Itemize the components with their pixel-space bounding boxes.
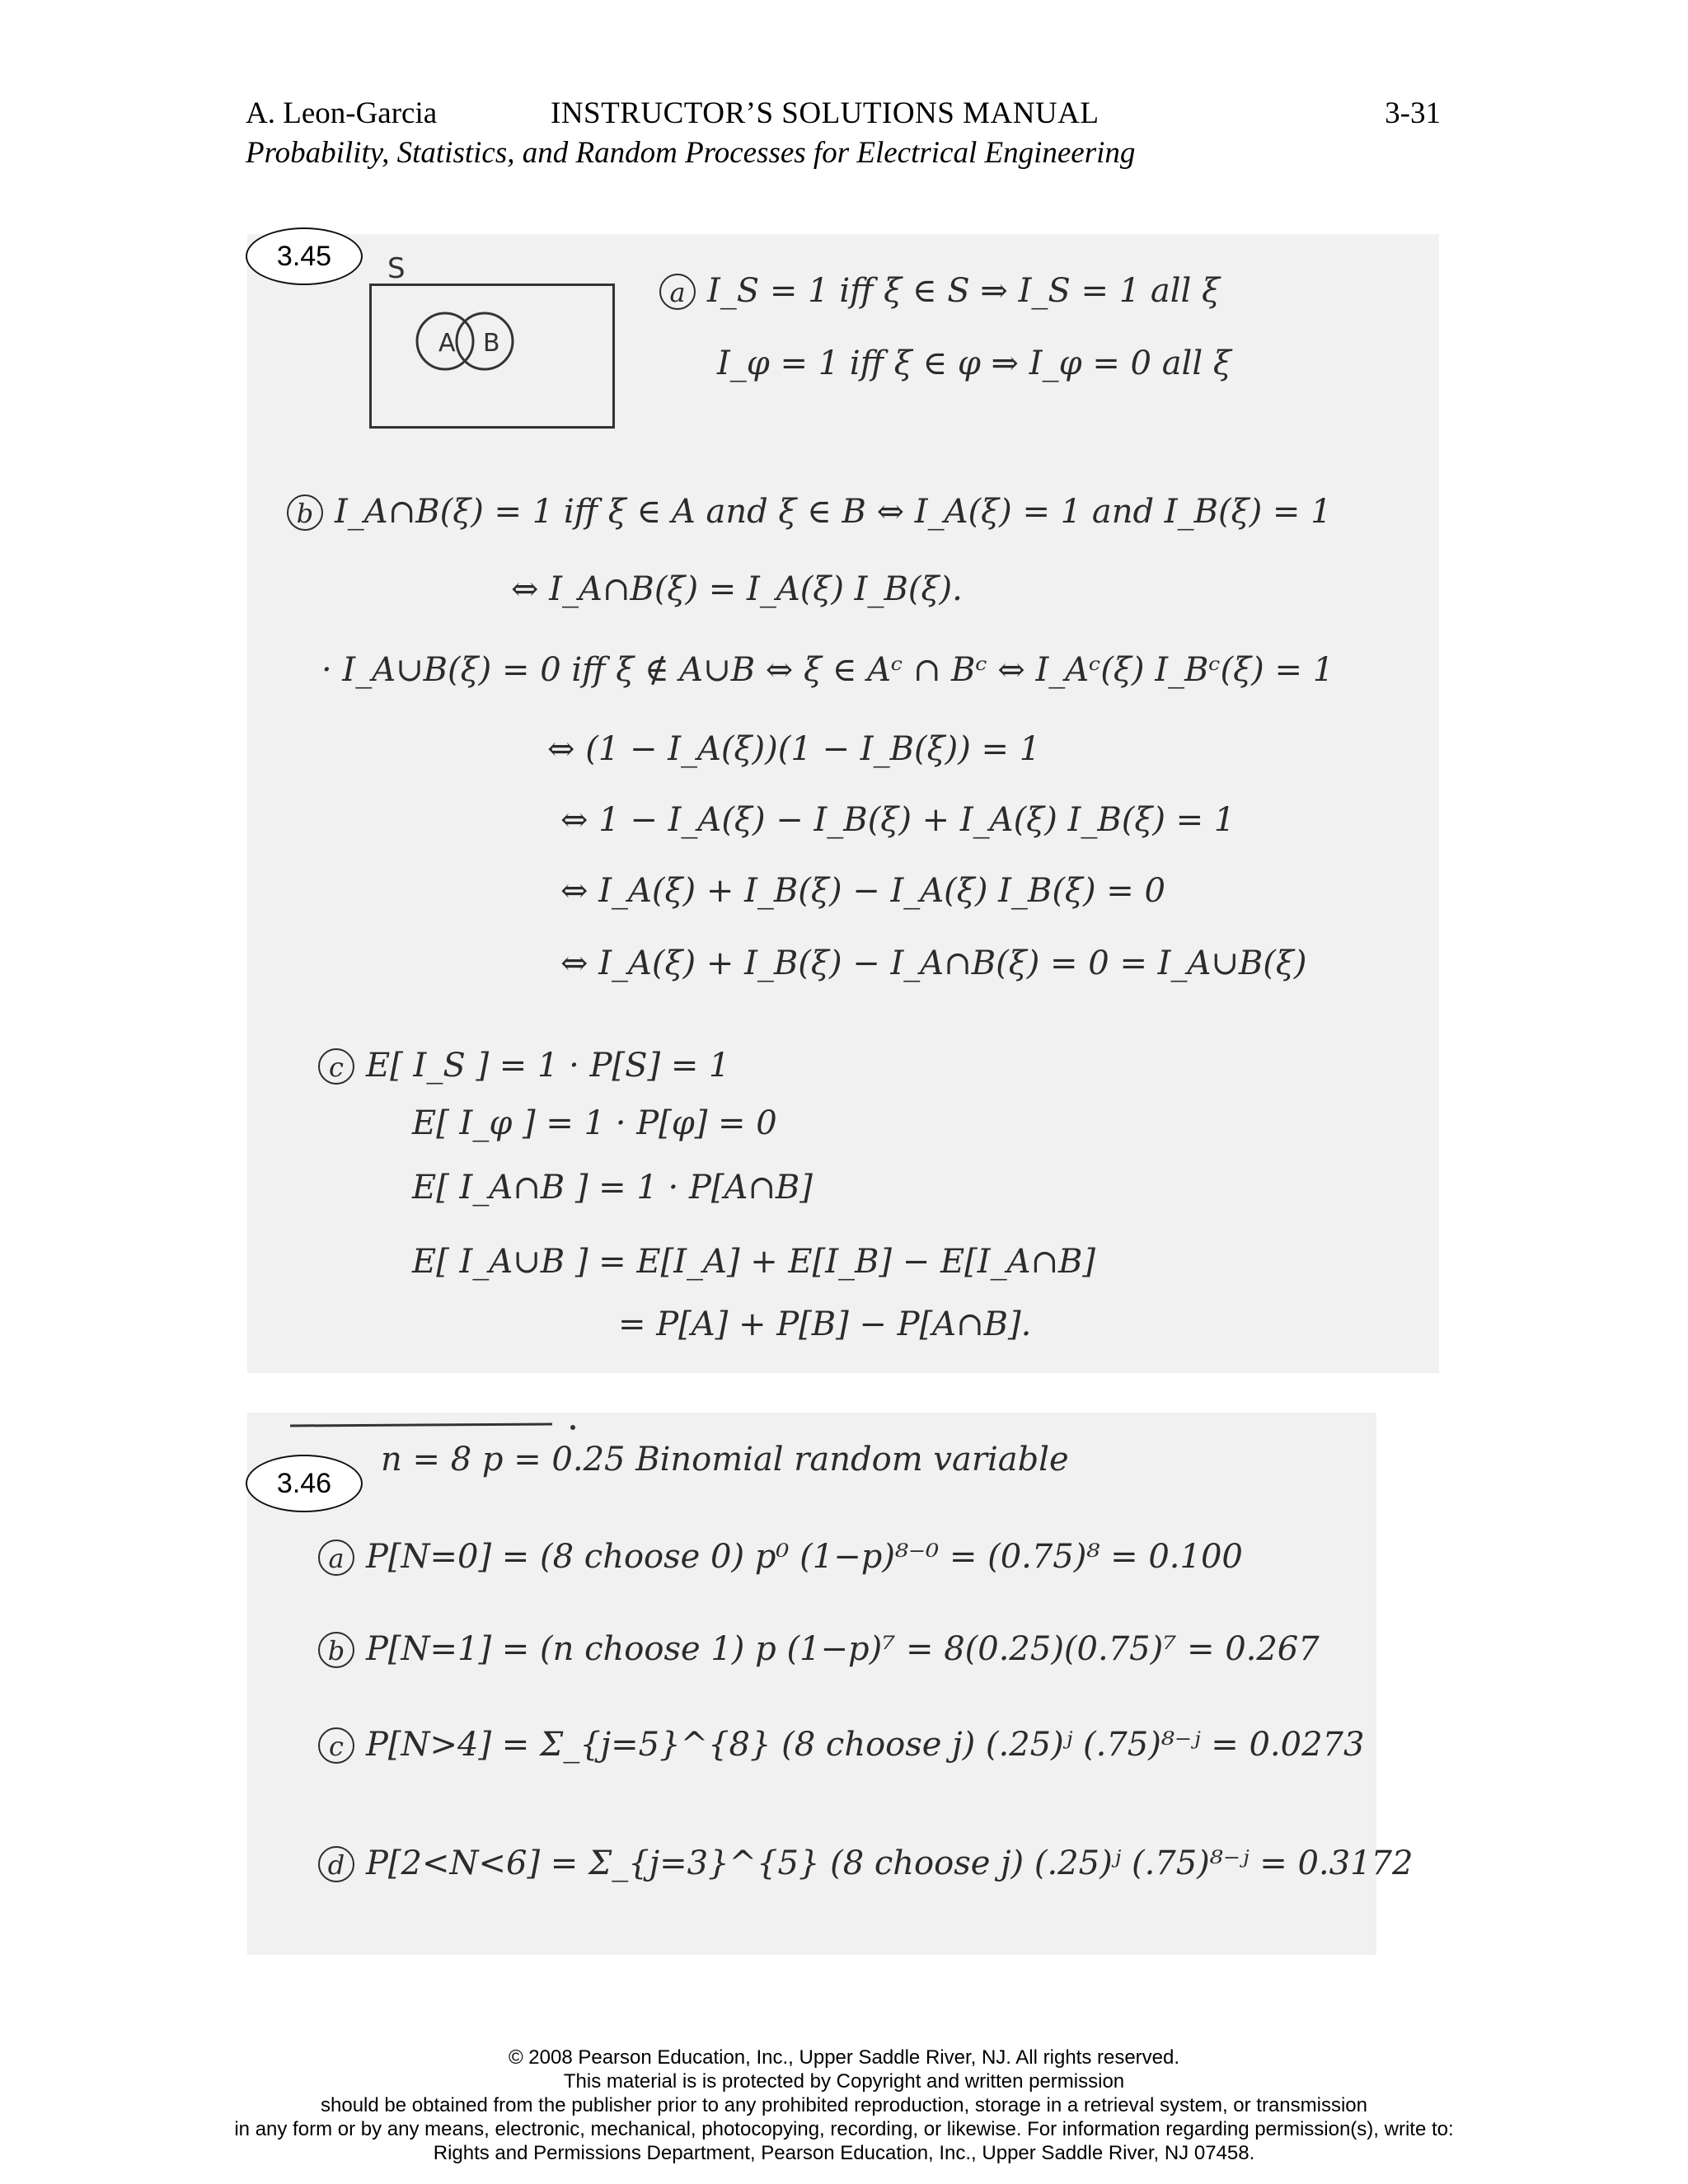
footer-line-4: in any form or by any means, electronic, mechanical, photocopying, recording, or likewise. For information regarding permission(s), write to: xyxy=(234,2118,1454,2140)
part-a-tag: a xyxy=(659,274,696,310)
problem-346-part-a-text: P[N=0] = (8 choose 0) p⁰ (1−p)⁸⁻⁰ = (0.75)⁸ = 0.100 xyxy=(366,1538,1243,1576)
part-a-line-2: I_φ = 1 iff ξ ∈ φ ⇒ I_φ = 0 all ξ xyxy=(717,344,1231,382)
part-b-line-6: ⇔ I_A(ξ) + I_B(ξ) − I_A(ξ) I_B(ξ) = 0 xyxy=(560,872,1165,910)
problem-346-part-b-tag: b xyxy=(318,1632,354,1668)
problem-346-part-d-text: P[2<N<6] = Σ_{j=3}^{5} (8 choose j) (.25)ʲ (.75)⁸⁻ʲ = 0.3172 xyxy=(366,1844,1414,1882)
problem-346-part-a-tag: a xyxy=(318,1540,354,1576)
venn-label-b: B xyxy=(483,329,500,358)
footer-line-1: © 2008 Pearson Education, Inc., Upper Saddle River, NJ. All rights reserved. xyxy=(508,2046,1180,2069)
venn-circles xyxy=(396,308,544,374)
part-b-line-3: · I_A∪B(ξ) = 0 iff ξ ∉ A∪B ⇔ ξ ∈ Aᶜ ∩ Bᶜ ⇔ I_Aᶜ(ξ) I_Bᶜ(ξ) = 1 xyxy=(321,651,1334,689)
problem-346-part-a xyxy=(318,1538,1243,1576)
header-book-title: Probability, Statistics, and Random Processes for Electrical Engineering xyxy=(246,136,1136,170)
copyright-footer xyxy=(0,2046,1688,2165)
part-b-text-1: I_A∩B(ξ) = 1 iff ξ ∈ A and ξ ∈ B ⇔ I_A(ξ) = 1 and I_B(ξ) = 1 xyxy=(335,493,1332,531)
problem-346-part-b xyxy=(318,1630,1320,1668)
problem-346-part-d-tag: d xyxy=(318,1846,354,1882)
part-a-line-1 xyxy=(659,272,1220,310)
problem-346-number: 3.46 xyxy=(246,1455,363,1512)
header-author: A. Leon-Garcia xyxy=(246,96,438,130)
part-b-line-1 xyxy=(287,493,1332,531)
footer-line-3: should be obtained from the publisher prior to any prohibited reproduction, storage in a retrieval system, or transmission xyxy=(321,2094,1367,2116)
part-c-line-4: E[ I_A∪B ] = E[I_A] + E[I_B] − E[I_A∩B] xyxy=(412,1243,1095,1281)
part-a-text-1: I_S = 1 iff ξ ∈ S ⇒ I_S = 1 all ξ xyxy=(707,272,1221,310)
scan-divider-stroke xyxy=(288,1418,585,1434)
problem-346-part-d xyxy=(318,1844,1413,1882)
header-page-number: 3-31 xyxy=(1385,96,1441,130)
problem-346-part-c-tag: c xyxy=(318,1727,354,1764)
problem-346-part-b-text: P[N=1] = (n choose 1) p (1−p)⁷ = 8(0.25)(0.75)⁷ = 0.267 xyxy=(366,1630,1320,1668)
part-c-text-1: E[ I_S ] = 1 · P[S] = 1 xyxy=(366,1047,730,1085)
part-b-line-5: ⇔ 1 − I_A(ξ) − I_B(ξ) + I_A(ξ) I_B(ξ) = 1 xyxy=(560,801,1236,839)
problem-346-intro: n = 8 p = 0.25 Binomial random variable xyxy=(381,1441,1069,1479)
header-manual-title: INSTRUCTOR’S SOLUTIONS MANUAL xyxy=(551,96,1100,130)
part-c-line-1 xyxy=(318,1047,730,1085)
problem-345-number: 3.45 xyxy=(246,227,363,285)
footer-line-5: Rights and Permissions Department, Pearson Education, Inc., Upper Saddle River, NJ 07458. xyxy=(433,2142,1255,2164)
venn-label-a: A xyxy=(438,329,456,358)
problem-346-part-c xyxy=(318,1726,1364,1764)
part-c-tag: c xyxy=(318,1048,354,1085)
problem-346-part-c-text: P[N>4] = Σ_{j=5}^{8} (8 choose j) (.25)ʲ (.75)⁸⁻ʲ = 0.0273 xyxy=(366,1726,1365,1764)
part-c-line-5: = P[A] + P[B] − P[A∩B]. xyxy=(618,1305,1032,1343)
part-b-line-4: ⇔ (1 − I_A(ξ))(1 − I_B(ξ)) = 1 xyxy=(547,730,1041,768)
part-b-tag: b xyxy=(287,494,323,531)
header-row xyxy=(246,92,1441,138)
page-header xyxy=(246,92,1441,170)
part-c-line-2: E[ I_φ ] = 1 · P[φ] = 0 xyxy=(412,1104,777,1142)
part-c-line-3: E[ I_A∩B ] = 1 · P[A∩B] xyxy=(412,1169,813,1207)
venn-space-label: S xyxy=(387,252,406,285)
footer-line-2: This material is is protected by Copyright and written permission xyxy=(563,2070,1125,2093)
part-b-line-7: ⇔ I_A(ξ) + I_B(ξ) − I_A∩B(ξ) = 0 = I_A∪B(ξ) xyxy=(560,944,1307,982)
part-b-line-2: ⇔ I_A∩B(ξ) = I_A(ξ) I_B(ξ). xyxy=(511,570,963,608)
